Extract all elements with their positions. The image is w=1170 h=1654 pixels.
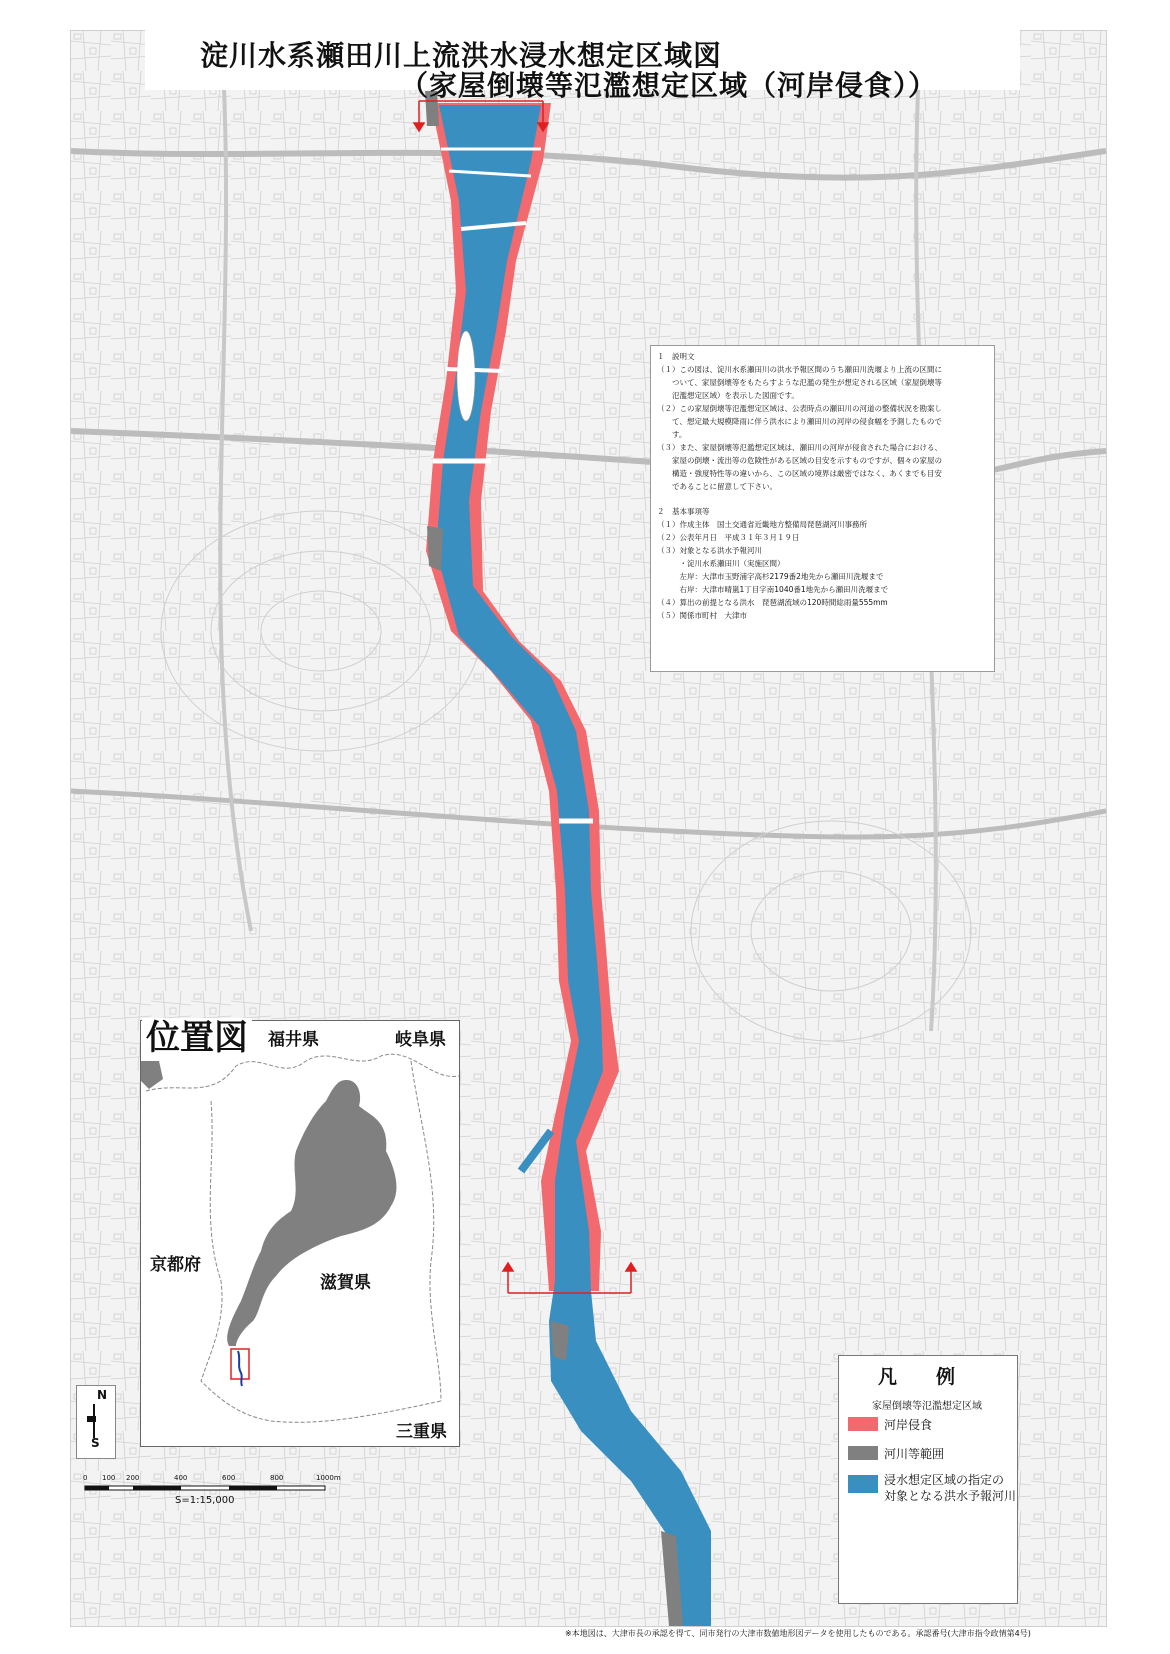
label-shiga: 滋賀県: [320, 1273, 371, 1293]
note-line: （４）算出の前提となる洪水 琵琶湖流域の120時間総雨量555mm: [657, 598, 888, 607]
scale-tick: 0: [83, 1474, 88, 1482]
river-area-zone: [427, 526, 443, 571]
lake-biwa: [227, 1080, 396, 1346]
note-line: （５）関係市町村 大津市: [657, 611, 747, 620]
note-line: 左岸：大津市玉野浦字高杉2179番2地先から瀬田川洗堰まで: [657, 572, 884, 581]
prefecture-boundary: [146, 1054, 459, 1091]
river-island: [457, 331, 475, 421]
label-gifu: 岐阜県: [395, 1030, 446, 1050]
notes-section2-heading: ２ 基本事項等: [657, 507, 710, 516]
north-arrow: [76, 1385, 116, 1459]
setagawa-inset-line: [238, 1351, 242, 1386]
legend-title: 凡 例: [878, 1366, 966, 1388]
note-line: であることに留意して下さい。: [657, 482, 777, 491]
note-line: 氾濫想定区域）を表示した図面です。: [657, 391, 799, 400]
river-area-zone: [551, 1321, 569, 1361]
prefecture-boundary: [411, 1061, 441, 1401]
note-line: ついて、家屋倒壊等をもたらすような氾濫の発生が想定される区域（家屋倒壊等: [657, 378, 942, 387]
scale-ratio: S=1:15,000: [175, 1495, 235, 1506]
legend-swatch-erosion: [848, 1417, 878, 1431]
note-line: 右岸：大津市晴嵐1丁目字南1040番1地先から瀬田川洗堰まで: [657, 585, 889, 594]
location-map-title: 位置図: [142, 1018, 252, 1058]
scale-tick: 1000m: [316, 1474, 341, 1482]
map-subtitle: （家屋倒壊等氾濫想定区域（河岸侵食））: [400, 69, 938, 102]
legend-label-river-line1: 浸水想定区域の指定の: [884, 1473, 1005, 1487]
neighbor-area: [141, 1061, 163, 1089]
legend-label-river-area: 河川等範囲: [884, 1447, 945, 1461]
label-kyoto: 京都府: [150, 1255, 201, 1275]
legend-swatch-river-area: [848, 1446, 878, 1460]
legend-label-erosion: 河岸侵食: [884, 1418, 933, 1432]
legend-label-river-line2: 対象となる洪水予報河川: [884, 1489, 1017, 1503]
bridge: [446, 369, 503, 371]
map-title: 淀川水系瀬田川上流洪水浸水想定区域図: [200, 39, 723, 72]
note-line: て、想定最大規模降雨に伴う洪水により瀬田川の河岸の侵食幅を予測したもので: [657, 417, 942, 426]
note-line: 構造・強度特性等の違いから、この区域の境界は厳密ではなく、あくまでも目安: [657, 469, 942, 478]
north-label: N: [97, 1388, 108, 1402]
note-line: （２）この家屋倒壊等氾濫想定区域は、公表時点の瀬田川の河道の整備状況を勘案し: [657, 404, 942, 413]
notes-section1-heading: １ 説明文: [657, 352, 695, 361]
label-fukui: 福井県: [268, 1030, 319, 1050]
scale-tick: 100: [102, 1474, 116, 1482]
note-line: す。: [657, 430, 687, 439]
scale-tick: 400: [174, 1474, 188, 1482]
label-mie: 三重県: [396, 1422, 447, 1442]
legend-swatch-river: [848, 1475, 878, 1493]
footer-note: ※本地図は、大津市長の承認を得て、同市発行の大津市数値地形図データを使用したものである。承認番号(大津市指令政情第4号): [565, 1629, 1031, 1638]
scale-tick: 800: [270, 1474, 284, 1482]
note-line: （３）対象となる洪水予報河川: [657, 546, 762, 555]
location-inset-canvas: [141, 1021, 459, 1446]
scale-tick: 200: [126, 1474, 140, 1482]
explanatory-notes: [650, 345, 995, 672]
note-line: （１）この図は、淀川水系瀬田川の洪水予報区間のうち瀬田川洗堰より上流の区間に: [657, 365, 942, 374]
note-line: （１）作成主体 国土交通省近畿地方整備局琵琶湖河川事務所: [657, 520, 867, 529]
note-line: （３）また、家屋倒壊等氾濫想定区域は、瀬田川の河岸が侵食された場合における、: [657, 443, 942, 452]
south-label: S: [91, 1436, 100, 1450]
note-line: （２）公表年月日 平成３１年３月１９日: [657, 533, 800, 542]
location-inset-map: [140, 1020, 460, 1447]
legend-subtitle: 家屋倒壊等氾濫想定区域: [872, 1401, 982, 1412]
scale-tick: 600: [222, 1474, 236, 1482]
note-line: ・淀川水系瀬田川（実施区間）: [657, 559, 785, 568]
note-line: 家屋の倒壊・流出等の危険性がある区域の目安を示すものですが、個々の家屋の: [657, 456, 942, 465]
